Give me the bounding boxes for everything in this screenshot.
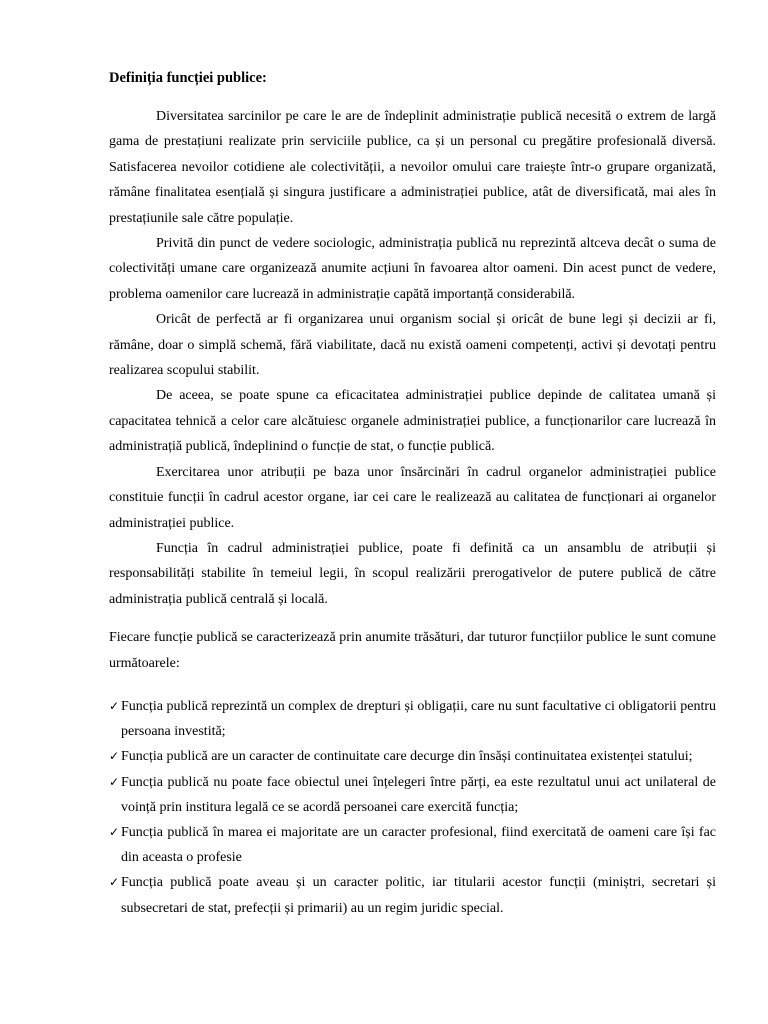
check-icon: ✓: [109, 698, 120, 713]
paragraph-6: Funcția în cadrul administrației publice, poate fi definită ca un ansamblu de atribuții și responsabilități stabilite în temeiul legii, în scopul realizării prerogativelor de putere publică de către administrația publică centrală și locală.: [109, 540, 716, 607]
features-intro: Fiecare funcție publică se caracterizează prin anumite trăsături, dar tuturor funcțiilor publice le sunt comune următoarele:: [109, 630, 716, 671]
paragraph-2: Privită din punct de vedere sociologic, administrația publică nu reprezintă altceva decât o suma de colectivități umane care organizează anumite acțiuni în favoarea altor oameni. Din acest punct de vedere, problema oamenilor care lucrează in administrație capătă importanță considerabilă.: [109, 236, 716, 302]
paragraph-1: Diversitatea sarcinilor pe care le are de îndeplinit administrație publică necesită o extrem de largă gama de prestațiuni realizate prin serviciile publice, ca și un personal cu pregătire profesională diversă. Satisfacerea nevoilor cotidiene ale colectivității, a nevoilor omului care traiește într-o grupare organizată, rămâne finalitatea esențială și singura justificare a administrației publice, atât de diversificată, mai ales în prestațiunile sale către populație.: [109, 109, 716, 226]
list-item: [97, 770, 716, 820]
feature-text: Funcția publică reprezintă un complex de drepturi și obligații, care nu sunt facultative ci obligatorii pentru persoana investită;: [121, 698, 716, 740]
paragraph-4: De aceea, se poate spune ca eficacitatea administrației publice depinde de calitatea umană și capacitatea tehnică a celor care alcătuiesc organele administrației publice, a funcționarilor care lucrează în administrațiă publică, îndeplinind o funcție de stat, o funcție publică.: [109, 388, 716, 455]
feature-text: Funcția publică are un caracter de continuitate care decurge din însăși continuitatea existenței statului;: [121, 749, 693, 765]
feature-text: Funcția publică poate aveau și un caracter politic, iar titularii acestor funcții (miniștri, secretari și subsecretari de stat, prefecții și primarii) au un regim juridic special.: [121, 875, 716, 916]
list-item: [97, 870, 716, 920]
list-item: [97, 694, 716, 744]
feature-text: Funcția publică în marea ei majoritate are un caracter profesional, fiind exercitată de oameni care își fac din aceasta o profesie: [121, 824, 716, 866]
features-list: [97, 694, 716, 921]
paragraph-5: Exercitarea unor atribuții pe baza unor însărcinări în cadrul organelor administrației publice constituie funcții în cadrul acestor organe, iar cei care le realizează au calitatea de funcționari ai organelor administrației publice.: [109, 464, 716, 531]
list-item: [97, 820, 716, 870]
feature-text: Funcția publică nu poate face obiectul unei înțelegeri între părți, ea este rezultatul unui act unilateral de voință prin institura legală ce se acordă persoanei care exercită funcția;: [121, 774, 716, 815]
check-icon: ✓: [109, 824, 120, 839]
paragraph-3: Oricât de perfectă ar fi organizarea unui organism social și oricât de bune legi și decizii ar fi, rămâne, doar o simplă schemă, fără viabilitate, dacă nu există oameni competenți, activi și devotați pentru realizarea scopului stabilit.: [109, 312, 716, 379]
check-icon: ✓: [109, 774, 120, 789]
check-icon: ✓: [109, 749, 120, 764]
list-item: [97, 744, 716, 769]
page-title: Definiția funcției publice:: [109, 70, 267, 86]
check-icon: ✓: [109, 875, 120, 890]
